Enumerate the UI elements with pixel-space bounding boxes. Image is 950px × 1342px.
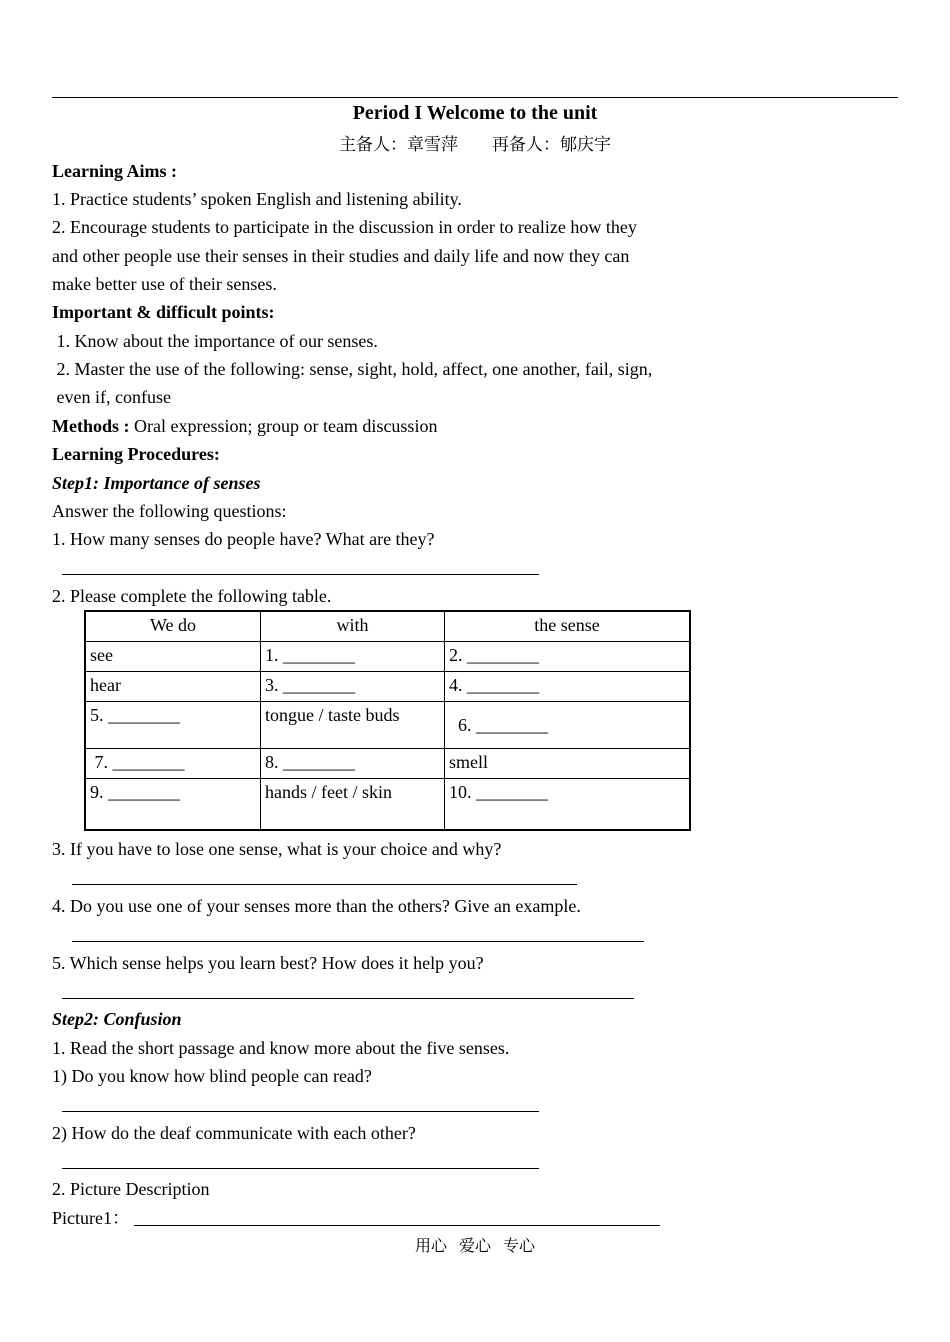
procedures-heading: Learning Procedures: (52, 444, 220, 464)
step2-item-2: 2. Picture Description (52, 1179, 210, 1199)
step1-heading: Step1: Importance of senses (52, 473, 261, 493)
answer-line-deaf[interactable] (62, 1168, 539, 1169)
table-cell: smell (445, 748, 691, 778)
page-footer: 用心 爱心 专心 (414, 1238, 535, 1255)
methods-line (52, 415, 437, 437)
table-header: the sense (445, 611, 691, 641)
table-cell[interactable]: 8. ________ (261, 748, 445, 778)
table-cell[interactable]: 2. ________ (445, 641, 691, 671)
table-cell: hands / feet / skin (261, 778, 445, 830)
page-subtitle: 主备人：章雪萍 再备人：郇庆宇 (339, 135, 611, 154)
step2-heading: Step2: Confusion (52, 1009, 182, 1029)
table-header: with (261, 611, 445, 641)
aim-line: 1. Practice students’ spoken English and listening ability. (52, 189, 462, 209)
picture1-answer-line[interactable] (134, 1225, 660, 1226)
question-5: 5. Which sense helps you learn best? How does it help you? (52, 953, 484, 973)
points-heading: Important & difficult points: (52, 302, 275, 322)
table-cell: tongue / taste buds (261, 701, 445, 748)
question-4: 4. Do you use one of your senses more than the others? Give an example. (52, 896, 581, 916)
aim-line: make better use of their senses. (52, 274, 277, 294)
aim-line: 2. Encourage students to participate in the discussion in order to realize how they (52, 217, 637, 237)
senses-table (84, 610, 691, 831)
answer-line-5[interactable] (62, 998, 634, 999)
table-cell[interactable]: 7. ________ (85, 748, 261, 778)
step2-item-1: 1. Read the short passage and know more about the five senses. (52, 1038, 510, 1058)
table-cell[interactable]: 10. ________ (445, 778, 691, 830)
table-cell[interactable]: 9. ________ (85, 778, 261, 830)
header-rule (52, 97, 898, 98)
table-cell[interactable]: 3. ________ (261, 671, 445, 701)
step1-intro: Answer the following questions: (52, 501, 287, 521)
point-line: even if, confuse (52, 387, 171, 407)
answer-line-1[interactable] (62, 574, 539, 575)
question-3: 3. If you have to lose one sense, what is your choice and why? (52, 839, 502, 859)
page-title: Period I Welcome to the unit (352, 102, 598, 124)
table-header: We do (85, 611, 261, 641)
learning-aims-heading: Learning Aims : (52, 161, 178, 181)
step2-question-1: 1) Do you know how blind people can read? (52, 1066, 372, 1086)
question-2: 2. Please complete the following table. (52, 586, 332, 606)
table-cell[interactable]: 1. ________ (261, 641, 445, 671)
answer-line-blind[interactable] (62, 1111, 539, 1112)
table-cell[interactable]: 4. ________ (445, 671, 691, 701)
methods-label: Methods : (52, 416, 130, 436)
question-1: 1. How many senses do people have? What are they? (52, 529, 435, 549)
answer-line-3[interactable] (72, 884, 577, 885)
table-cell[interactable]: 5. ________ (85, 701, 261, 748)
point-line: 2. Master the use of the following: sense, sight, hold, affect, one another, fail, sign, (52, 359, 653, 379)
step2-question-2: 2) How do the deaf communicate with each other? (52, 1123, 416, 1143)
methods-text: Oral expression; group or team discussion (129, 416, 438, 436)
point-line: 1. Know about the importance of our senses. (52, 331, 378, 351)
table-cell: hear (85, 671, 261, 701)
aim-line: and other people use their senses in their studies and daily life and now they can (52, 246, 630, 266)
answer-line-4[interactable] (72, 941, 644, 942)
table-cell[interactable]: 6. ________ (445, 701, 691, 748)
picture1-label: Picture1： (52, 1208, 130, 1228)
table-cell: see (85, 641, 261, 671)
